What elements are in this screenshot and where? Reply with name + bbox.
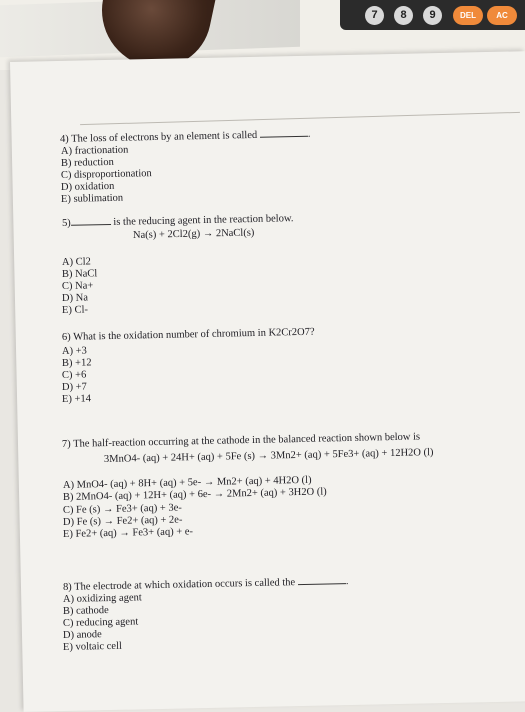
question-4-option-a: A) fractionation — [60, 144, 129, 157]
question-5-reaction: Na(s) + 2Cl2(g) → 2NaCl(s) — [132, 227, 255, 241]
question-6-stem: 6) What is the oxidation number of chromium in K2Cr2O7? — [61, 326, 315, 343]
question-8-option-e: E) voltaic cell — [62, 640, 122, 653]
question-6-option-e: E) +14 — [61, 393, 92, 405]
calculator-key-del: DEL — [453, 6, 483, 25]
question-7-option-a: A) MnO4- (aq) + 8H+ (aq) + 5e- → Mn2+ (aq) + 4H2O (l) — [62, 474, 312, 491]
question-5-stem: 5) is the reducing agent in the reaction below. — [61, 213, 294, 229]
calculator-key-7: 7 — [365, 6, 384, 25]
question-7-option-e: E) Fe2+ (aq) → Fe3+ (aq) + e- — [62, 526, 194, 540]
calculator-key-8: 8 — [394, 6, 413, 25]
question-7-option-b: B) 2MnO4- (aq) + 12H+ (aq) + 6e- → 2Mn2+ (aq) + 3H2O (l) — [62, 486, 327, 503]
question-5-option-a: A) Cl2 — [61, 256, 91, 268]
question-6-option-d: D) +7 — [61, 381, 88, 393]
question-5-option-e: E) Cl- — [61, 304, 89, 316]
question-6-option-b: B) +12 — [61, 357, 92, 369]
question-4-option-b: B) reduction — [60, 156, 114, 169]
question-7-option-d: D) Fe (s) → Fe2+ (aq) + 2e- — [62, 514, 183, 528]
question-7-stem: 7) The half-reaction occurring at the cathode in the balanced reaction shown below is — [61, 431, 421, 450]
question-8-option-c: C) reducing agent — [62, 616, 139, 629]
question-8-option-a: A) oxidizing agent — [62, 592, 142, 605]
question-8-option-d: D) anode — [62, 629, 102, 641]
question-4-option-e: E) sublimation — [60, 192, 124, 205]
question-7-reaction: 3MnO4- (aq) + 24H+ (aq) + 5Fe (s) → 3Mn2+ (aq) + 5Fe3+ (aq) + 12H2O (l) — [103, 447, 434, 465]
calculator-key-ac: AC — [487, 6, 517, 25]
question-5-option-c: C) Na+ — [61, 280, 94, 292]
question-6-option-c: C) +6 — [61, 369, 87, 381]
question-4-stem: 4) The loss of electrons by an element is called . — [59, 128, 311, 145]
question-4-option-c: C) disproportionation — [60, 168, 152, 181]
question-4-option-d: D) oxidation — [60, 180, 115, 193]
question-5-option-b: B) NaCl — [61, 268, 98, 280]
question-5-option-d: D) Na — [61, 292, 89, 304]
question-7-option-c: C) Fe (s) → Fe3+ (aq) + 3e- — [62, 502, 182, 516]
question-6-option-a: A) +3 — [61, 345, 88, 357]
calculator-key-9: 9 — [423, 6, 442, 25]
question-8-stem: 8) The electrode at which oxidation occurs is called the . — [62, 576, 349, 593]
question-8-option-b: B) cathode — [62, 605, 109, 617]
